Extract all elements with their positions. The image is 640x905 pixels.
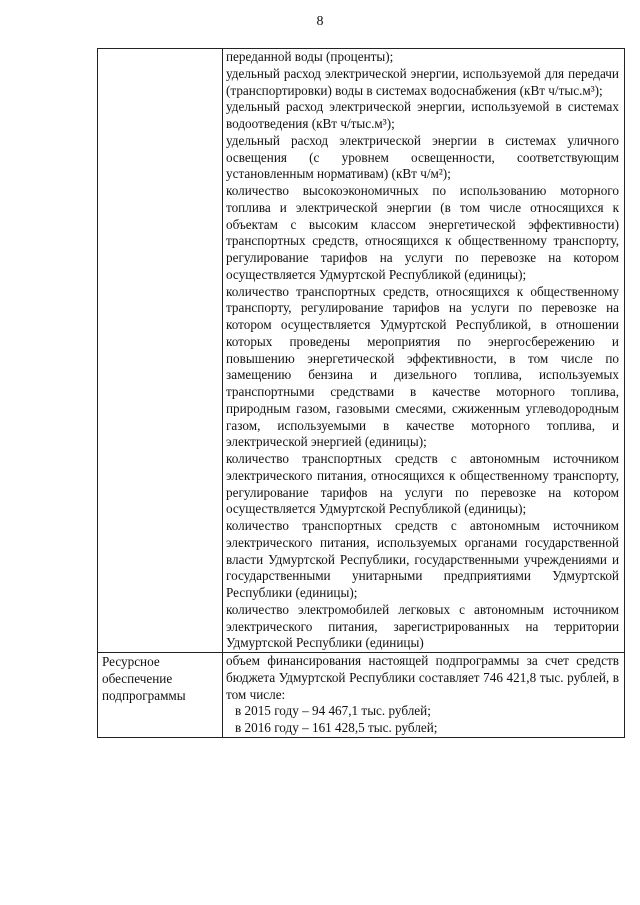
indicators-cell <box>223 49 625 653</box>
passport-table <box>97 48 625 738</box>
row-label-resources: Ресурсное обеспечение подпрограммы <box>98 653 223 738</box>
indicator-paragraph: количество транспортных средств, относящихся к общественному транспорту, регулирование тарифов на услуги по перевозке на котором осуществляется Удмуртской Республикой, в отношении которых проведены мероприятия по энергосбережению и повышению энергетической эффективности, в том числе по замещению бензина и дизельного топлива, используемых транспортными средствами в качестве моторного топлива, природным газом, газовыми смесями, сжиженным углеводородным газом, используемыми в качестве моторного топлива, и электрической энергией (единицы); <box>226 283 619 450</box>
financing-year-line: в 2016 году – 161 428,5 тыс. рублей; <box>235 720 438 735</box>
indicator-paragraph: количество высокоэкономичных по использованию моторного топлива и электрической энергии (в том числе относящихся к объектам с высоким классом энергетической эффективности) транспортных средств, относящихся к общественному транспорту, регулирование тарифов на услуги по перевозке на котором осуществляется Удмуртской Республикой (единицы); <box>226 183 619 282</box>
table-row-resources <box>98 653 625 738</box>
financing-paragraph: объем финансирования настоящей подпрограммы за счет средств бюджета Удмуртской Республики составляет 746 421,8 тыс. рублей, в том числе: <box>226 653 619 702</box>
page-number: 8 <box>316 14 324 29</box>
indicator-paragraph: количество электромобилей легковых с автономным источником электрического питания, зарегистрированных на территории Удмуртской Республики (единицы) <box>226 601 619 651</box>
indicator-paragraph: переданной воды (проценты); <box>226 49 394 64</box>
indicator-paragraph: количество транспортных средств с автономным источником электрического питания, относящихся к общественному транспорту, регулирование тарифов на услуги по перевозке на котором осуществляется Удмуртской Республикой (единицы); <box>226 451 619 517</box>
indicator-paragraph: удельный расход электрической энергии, используемой в системах водоотведения (кВт ч/тыс.м³); <box>226 99 619 131</box>
resources-cell <box>223 653 625 738</box>
table-row-indicators <box>98 49 625 653</box>
indicator-paragraph: удельный расход электрической энергии в системах уличного освещения (с уровнем освещенности, соответствующим установленным нормативам) (кВт ч/м²); <box>226 132 619 182</box>
indicator-paragraph: количество транспортных средств с автономным источником электрического питания, используемых органами государственной власти Удмуртской Республики, государственными учреждениями и государственными унитарными предприятиями Удмуртской Республики (единицы); <box>226 518 619 600</box>
row-label-empty <box>98 49 223 653</box>
financing-year-line: в 2015 году – 94 467,1 тыс. рублей; <box>235 703 431 719</box>
indicator-paragraph: удельный расход электрической энергии, используемой для передачи (транспортировки) воды в системах водоснабжения (кВт ч/тыс.м³); <box>226 65 619 98</box>
